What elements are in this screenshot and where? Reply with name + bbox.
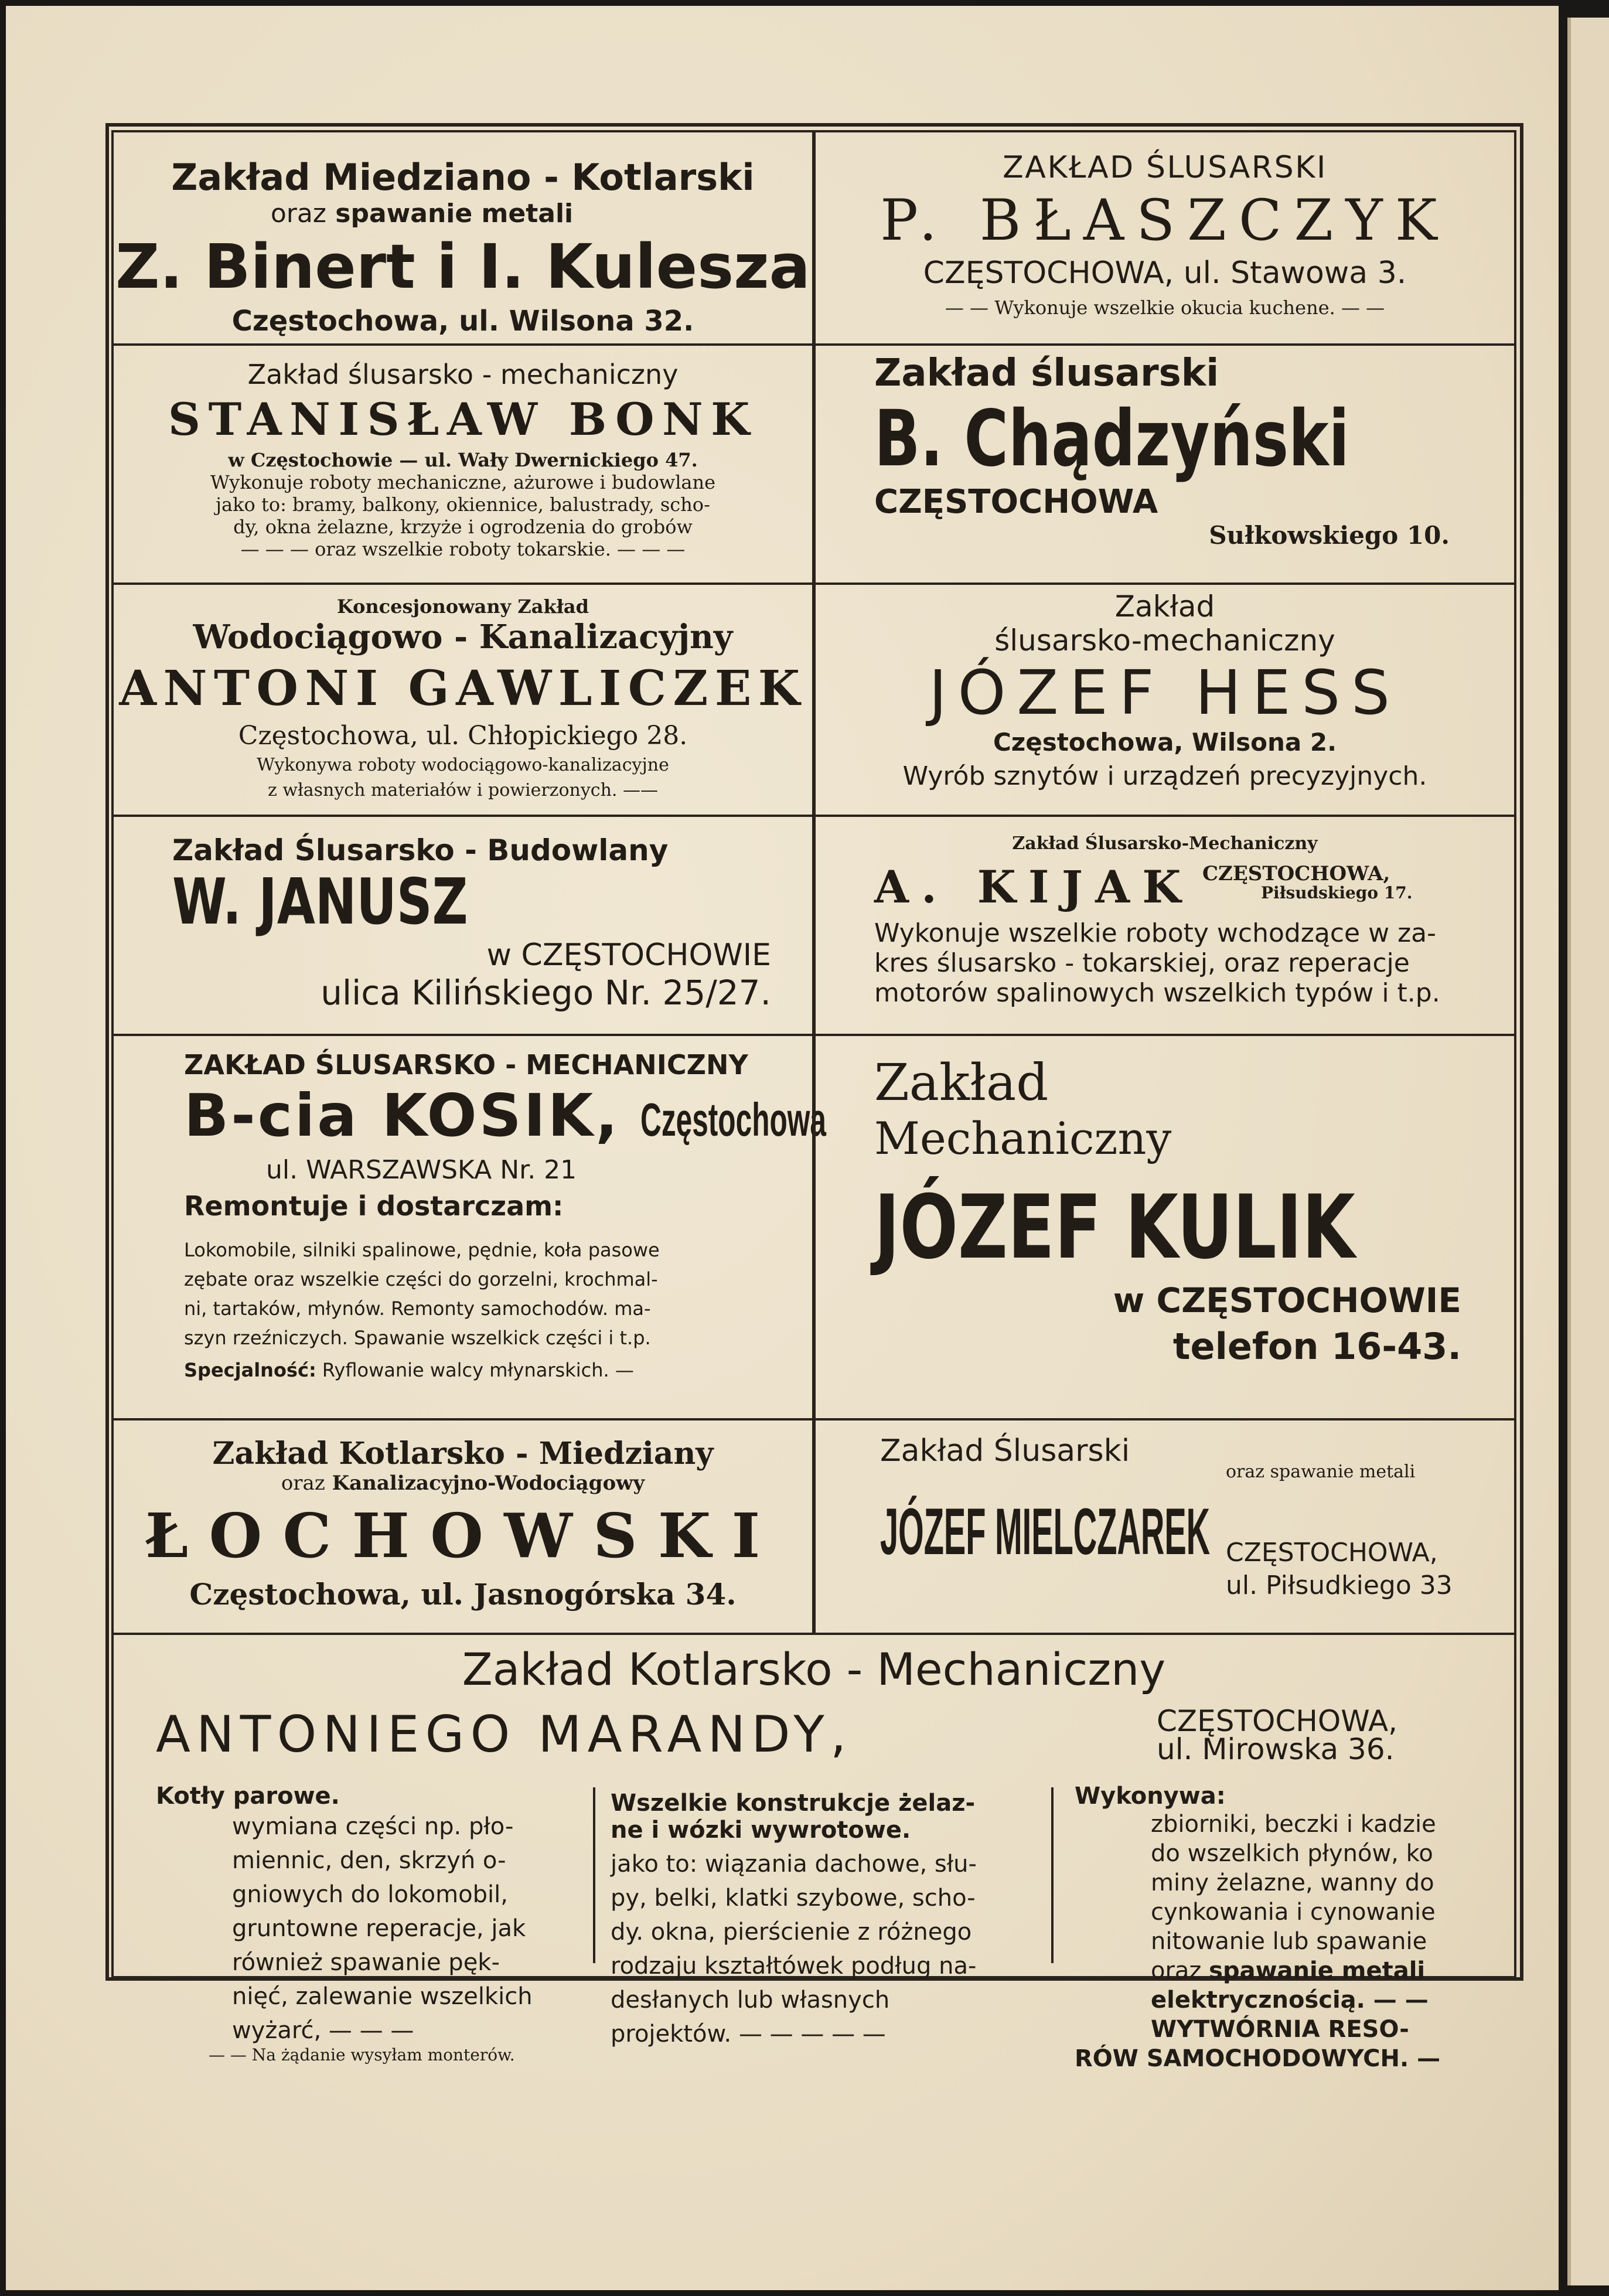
ad-binert-heading: Zakład Miedziano - Kotlarski <box>171 156 755 199</box>
ad-blaszczyk-services: — — Wykonuje wszelkie okucia kuchene. — — <box>945 297 1385 319</box>
ad-bonk-address: w Częstochowie — ul. Wały Dwernickiego 47. <box>228 449 698 471</box>
ad-marandy-col1-line: również spawanie pęk- <box>232 1949 500 1976</box>
ad-bonk <box>111 343 814 585</box>
ad-marandy-street: ul. Mirowska 36. <box>1157 1732 1395 1766</box>
ad-binert-subheading: spawanie metali <box>335 199 574 229</box>
ad-bonk-heading: Zakład ślusarsko - mechaniczny <box>247 359 679 390</box>
ad-marandy-col2-line: rodzaju kształtówek podług na- <box>611 1953 977 1980</box>
ad-bonk-line2: jako to: bramy, balkony, okiennice, balustrady, scho- <box>216 493 710 516</box>
ad-marandy-col2-line: dy. okna, pierścienie z różnego <box>611 1919 972 1946</box>
ad-kulik <box>813 1034 1516 1420</box>
ad-marandy-col3-line: cynkowania i cynowanie <box>1151 1899 1436 1926</box>
ad-blaszczyk-address: CZĘSTOCHOWA, ul. Stawowa 3. <box>923 256 1407 291</box>
ad-blaszczyk-heading: ZAKŁAD ŚLUSARSKI <box>1003 150 1327 185</box>
ad-hess-heading: Zakład <box>1114 590 1215 624</box>
ad-marandy-col2-heading: ne i wózki wywrotowe. <box>611 1817 911 1844</box>
ad-blaszczyk <box>813 130 1516 346</box>
ad-kijak-heading: Zakład Ślusarsko-Mechaniczny <box>1012 833 1318 854</box>
ad-chadzynski-street: Sułkowskiego 10. <box>1209 521 1450 550</box>
ad-kijak-name: A. KIJAK <box>874 861 1194 913</box>
ad-kijak-line1: Wykonuje wszelkie roboty wchodzące w za- <box>874 918 1437 948</box>
ad-gawliczek-line1: Wykonywa roboty wodociągowo-kanalizacyjne <box>257 755 669 775</box>
ad-kosik-heading: ZAKŁAD ŚLUSARSKO - MECHANICZNY <box>184 1049 748 1081</box>
ad-hess-name: JÓZEF HESS <box>929 657 1401 728</box>
ad-mielczarek-subheading: oraz spawanie metali <box>1226 1462 1416 1482</box>
ad-marandy-col1-line: gruntowne reperacje, jak <box>232 1915 526 1942</box>
ad-bonk-line1: Wykonuje roboty mechaniczne, ażurowe i budowlane <box>210 471 716 493</box>
ad-lochowski-oraz: oraz <box>281 1471 325 1495</box>
ad-marandy-col1-line: miennic, den, skrzyń o- <box>232 1847 506 1874</box>
ad-chadzynski-name: B. Chądzyński <box>874 394 1349 484</box>
ad-janusz-name: W. JANUSZ <box>172 866 468 939</box>
ad-gawliczek-line2: z własnych materiałów i powierzonych. —— <box>267 780 659 800</box>
ad-marandy-col3 <box>1075 1783 1508 2073</box>
ad-mielczarek-heading: Zakład Ślusarski <box>880 1433 1130 1469</box>
column-divider <box>593 1787 595 1963</box>
ad-kosik-name: B-cia KOSIK, <box>184 1081 621 1150</box>
ad-binert-oraz: oraz <box>270 199 326 229</box>
ad-mielczarek-name: JÓZEF MIELCZAREK <box>880 1495 1211 1568</box>
ad-lochowski-heading: Zakład Kotlarsko - Miedziany <box>212 1436 714 1471</box>
ad-kijak-line3: motorów spalinowych wszelkich typów i t.p. <box>874 978 1440 1008</box>
ad-marandy-col2-line: projektów. — — — — — <box>611 2021 886 2048</box>
ad-binert-address: Częstochowa, ul. Wilsona 32. <box>231 305 694 338</box>
ad-lochowski-subheading: Kanalizacyjno-Wodociągowy <box>332 1471 645 1495</box>
ad-marandy-city: CZĘSTOCHOWA, <box>1157 1704 1398 1738</box>
ad-kijak-line2: kres ślusarsko - tokarskiej, oraz reperacje <box>874 948 1410 978</box>
ad-kijak-street: Piłsudskiego 17. <box>1261 883 1413 902</box>
ad-marandy-col3-line: miny żelazne, wanny do <box>1151 1869 1434 1896</box>
ad-gawliczek-name: ANTONI GAWLICZEK <box>119 660 807 717</box>
ad-kosik-line4: szyn rzeźniczych. Spawanie wszelkick części i t.p. <box>184 1327 651 1349</box>
ad-marandy-col1-line: wyżarć, — — — <box>232 2017 414 2044</box>
ad-janusz <box>111 815 814 1036</box>
ad-marandy-col2 <box>611 1790 1138 2051</box>
ad-kosik-line3: ni, tartaków, młynów. Remonty samochodów. ma- <box>184 1297 651 1320</box>
ad-kijak-city: CZĘSTOCHOWA, <box>1202 862 1390 885</box>
ad-kosik-line1: Lokomobile, silniki spalinowe, pędnie, koła pasowe <box>184 1239 660 1261</box>
ad-marandy-col3-line: zbiorniki, beczki i kadzie <box>1151 1811 1436 1838</box>
ad-kulik-phone: telefon 16-43. <box>1172 1325 1461 1368</box>
ad-blaszczyk-name: P. BŁASZCZYK <box>880 188 1450 253</box>
ad-gawliczek-subheading: Wodociągowo - Kanalizacyjny <box>193 618 733 656</box>
ad-kosik-city: Częstochowa <box>640 1094 827 1146</box>
ad-binert <box>111 130 814 346</box>
ad-marandy-col2-heading: Wszelkie konstrukcje żelaz- <box>611 1790 976 1817</box>
ad-chadzynski-city: CZĘSTOCHOWA <box>874 483 1158 521</box>
ad-bonk-line3: dy, okna żelazne, krzyże i ogrodzenia do grobów <box>233 516 693 538</box>
ad-lochowski-name: ŁOCHOWSKI <box>145 1500 781 1572</box>
ad-chadzynski <box>813 343 1516 585</box>
ad-janusz-heading: Zakład Ślusarsko - Budowlany <box>172 833 669 867</box>
ad-marandy-col2-line: jako to: wiązania dachowe, słu- <box>611 1851 977 1878</box>
ad-marandy-col3-line: elektrycznością. — — <box>1151 1987 1429 2014</box>
ad-mielczarek-city: CZĘSTOCHOWA, <box>1226 1538 1438 1568</box>
ad-marandy-col3-line: nitowanie lub spawanie <box>1151 1928 1427 1955</box>
ad-marandy-col3-oraz: oraz <box>1151 1957 1202 1984</box>
ad-marandy-name: ANTONIEGO MARANDY, <box>156 1705 853 1764</box>
ad-kijak <box>813 815 1516 1036</box>
ad-marandy-col1 <box>156 1783 683 2065</box>
ad-mielczarek-street: ul. Piłsudkiego 33 <box>1226 1571 1453 1600</box>
ad-marandy-col1-heading: Kotły parowe. <box>156 1783 340 1810</box>
ad-marandy-col1-line: wymiana części np. pło- <box>232 1813 514 1840</box>
ad-mielczarek <box>813 1418 1516 1635</box>
ad-chadzynski-heading: Zakład ślusarski <box>874 352 1219 395</box>
ad-marandy-col2-line: py, belki, klatki szybowe, scho- <box>611 1885 976 1912</box>
ad-lochowski <box>111 1418 814 1635</box>
ad-marandy-col3-line: do wszelkich płynów, ko <box>1151 1840 1433 1867</box>
ad-kosik-speciality: Ryflowanie walcy młynarskich. — <box>322 1359 634 1381</box>
ad-hess-subheading: ślusarsko-mechaniczny <box>994 624 1335 658</box>
ad-hess-services: Wyrób sznytów i urządzeń precyzyjnych. <box>902 761 1427 791</box>
ad-kosik-subheading: Remontuje i dostarczam: <box>184 1190 564 1222</box>
ad-marandy-col3-welding: spawanie metali <box>1209 1957 1426 1984</box>
ad-kulik-name: JÓZEF KULIK <box>874 1177 1355 1279</box>
ad-kosik-speciality-label: Specjalność: <box>184 1359 316 1381</box>
ad-bonk-line4: — — — oraz wszelkie roboty tokarskie. — — — <box>240 538 686 560</box>
ad-binert-name: Z. Binert i I. Kulesza <box>115 231 810 302</box>
column-divider <box>1051 1787 1054 1963</box>
ad-gawliczek-address: Częstochowa, ul. Chłopickiego 28. <box>238 721 688 751</box>
ad-lochowski-address: Częstochowa, ul. Jasnogórska 34. <box>189 1577 737 1612</box>
ad-hess <box>813 582 1516 817</box>
ad-gawliczek <box>111 582 814 817</box>
ad-kosik <box>111 1034 827 1420</box>
ad-janusz-city: w CZĘSTOCHOWIE <box>486 938 771 973</box>
ad-kulik-city: w CZĘSTOCHOWIE <box>1113 1280 1461 1320</box>
ad-kosik-address: ul. WARSZAWSKA Nr. 21 <box>266 1155 577 1185</box>
ad-marandy-heading: Zakład Kotlarsko - Mechaniczny <box>462 1643 1166 1695</box>
ad-kulik-subheading: Mechaniczny <box>874 1112 1172 1164</box>
ad-marandy-col3-factory: RÓW SAMOCHODOWYCH. — <box>1075 2045 1441 2072</box>
ad-kulik-heading: Zakład <box>874 1054 1049 1112</box>
ad-marandy-col1-line: gniowych do lokomobil, <box>232 1881 508 1908</box>
ad-bonk-name: STANISŁAW BONK <box>168 393 758 445</box>
ad-marandy <box>111 1633 1516 2072</box>
ad-marandy-col3-heading: Wykonywa: <box>1075 1783 1226 1810</box>
ad-marandy-col3-factory: WYTWÓRNIA RESO- <box>1151 2016 1409 2043</box>
adjacent-page-edge <box>1567 18 1609 2285</box>
ad-kosik-line2: zębate oraz wszelkie części do gorzelni, krochmal- <box>184 1268 658 1290</box>
ad-marandy-col1-line: nięć, zalewanie wszelkich <box>232 1983 533 2010</box>
ad-marandy-col1-footer: — — Na żądanie wysyłam monterów. <box>209 2045 515 2065</box>
ad-gawliczek-heading: Koncesjonowany Zakład <box>336 595 589 618</box>
ad-marandy-col2-line: desłanych lub własnych <box>611 1987 890 2014</box>
ad-janusz-street: ulica Kilińskiego Nr. 25/27. <box>321 973 771 1013</box>
ad-hess-address: Częstochowa, Wilsona 2. <box>993 728 1337 757</box>
